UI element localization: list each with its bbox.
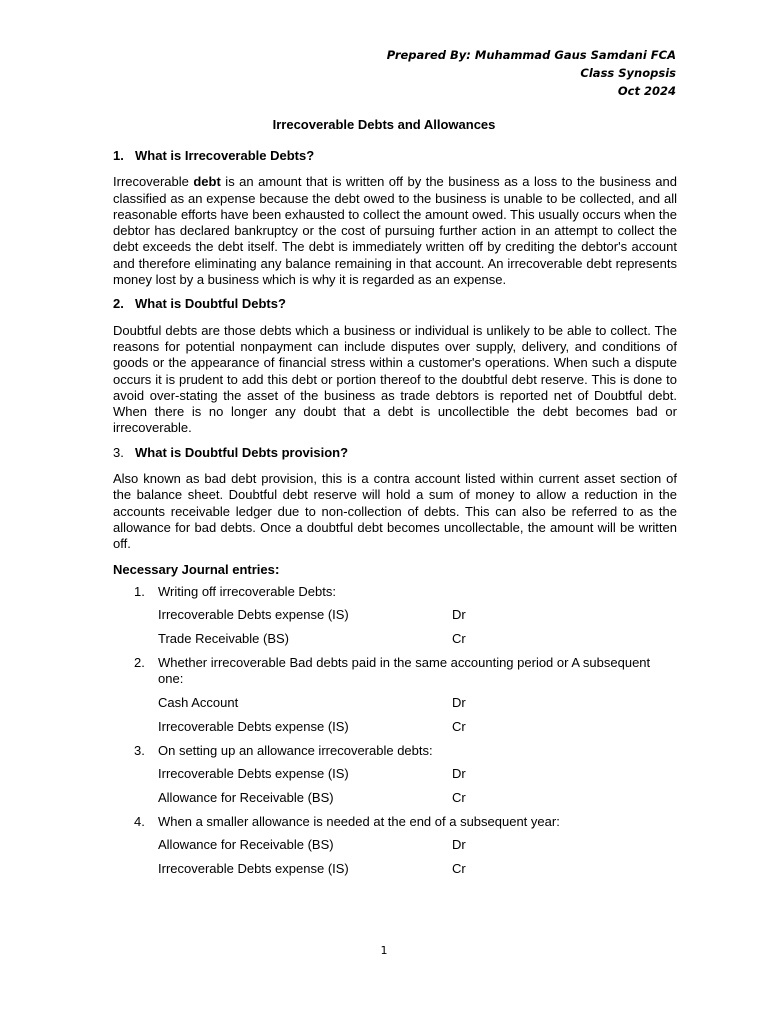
account-name: Irrecoverable Debts expense (IS) — [158, 607, 349, 623]
debit-credit: Cr — [452, 861, 466, 877]
journal-entry — [113, 655, 677, 688]
section-title: What is Irrecoverable Debts? — [135, 148, 315, 163]
journal-heading-colon: : — [274, 560, 280, 577]
debit-credit: Cr — [452, 790, 466, 806]
document-date: Oct 2024 — [617, 84, 676, 98]
journal-line — [113, 861, 677, 877]
section-title: What is Doubtful Debts? — [135, 296, 286, 312]
entry-description: On setting up an allowance irrecoverable debts: — [158, 742, 433, 758]
journal-line — [113, 837, 677, 853]
debit-credit: Dr — [452, 694, 466, 710]
account-name: Irrecoverable Debts expense (IS) — [158, 861, 349, 877]
prepared-by: Prepared By: Muhammad Gaus Samdani FCA — [386, 48, 676, 62]
entry-number: 3. — [134, 742, 145, 758]
journal-heading — [113, 561, 677, 578]
section-paragraph: Doubtful debts are those debts which a business or individual is unlikely to be able to collect. The reasons for potential nonpayment can include disputes over supply, delivery, and conditions of goods or the appearance of financial stress within a customer's operations. When such a dispute occurs it is prudent to add this debt or portion thereof to the doubtful debt reserve. This is done to avoid over-stating the asset of the business as trade debtors is reported net of Doubtful debt. When there is no longer any doubt that a debt is uncollectible the debt becomes bad or irrecoverable. — [113, 322, 677, 436]
journal-line — [113, 766, 677, 782]
section-number: 1. — [113, 148, 124, 163]
journal-line — [113, 695, 677, 711]
document-body — [113, 148, 677, 885]
account-name: Allowance for Receivable (BS) — [158, 790, 334, 806]
debit-credit: Dr — [452, 607, 466, 623]
account-name: Allowance for Receivable (BS) — [158, 837, 334, 853]
section-number: 2. — [113, 296, 124, 312]
section-title: What is Doubtful Debts provision? — [135, 444, 349, 460]
section-heading — [113, 148, 677, 164]
page-number: 1 — [380, 944, 388, 957]
journal-entry — [113, 814, 677, 830]
debit-credit: Cr — [452, 631, 466, 647]
entry-number: 4. — [134, 814, 145, 830]
account-name: Trade Receivable (BS) — [158, 631, 290, 647]
document-type: Class Synopsis — [580, 66, 676, 80]
journal-line — [113, 790, 677, 806]
journal-heading-text: Necessary Journal entries — [113, 561, 275, 577]
section-heading — [113, 296, 677, 312]
paragraph-text: is an amount that is written off by the business as a loss to the business and classified as an expense because the debt owed to the business is unable to be collected, and all reasonable efforts have been exhausted to collect the amount owed. This usually occurs when the debtor has declared bankruptcy or the cost of pursuing further action in an attempt to collect the debt exceeds the debt itself. The debt is immediately written off by crediting the debtor's account and therefore eliminating any balance remaining in that account. An irrecoverable debt represents money lost by a business which is why it is regarded as an expense. — [113, 174, 677, 288]
entry-description: Whether irrecoverable Bad debts paid in the same accounting period or A subsequent one: — [158, 655, 651, 687]
debit-credit: Dr — [452, 837, 466, 853]
journal-entry — [113, 743, 677, 759]
section-number: 3. — [113, 444, 124, 460]
account-name: Irrecoverable Debts expense (IS) — [158, 718, 349, 734]
entry-number: 1. — [134, 583, 145, 599]
section-paragraph — [113, 174, 677, 288]
journal-line — [113, 631, 677, 647]
journal-line — [113, 719, 677, 735]
journal-line — [113, 607, 677, 623]
document-title: Irrecoverable Debts and Allowances — [272, 117, 496, 132]
entry-description: When a smaller allowance is needed at the end of a subsequent year: — [158, 814, 560, 830]
section-heading — [113, 445, 677, 461]
paragraph-bold-term: debt — [193, 174, 221, 190]
account-name: Cash Account — [158, 694, 239, 710]
debit-credit: Cr — [452, 718, 466, 734]
section-paragraph: Also known as bad debt provision, this is a contra account listed within current asset section of the balance sheet. Doubtful debt reserve will hold a sum of money to allow a reduction in the accounts receivable ledger due to non-collection of debts. This can also be referred to as the allowance for bad debts. Once a doubtful debt becomes uncollectable, the amount will be written off. — [113, 471, 677, 552]
account-name: Irrecoverable Debts expense (IS) — [158, 766, 349, 782]
entry-description: Writing off irrecoverable Debts: — [158, 583, 336, 599]
journal-entry — [113, 584, 677, 600]
entry-number: 2. — [134, 655, 145, 671]
debit-credit: Dr — [452, 766, 466, 782]
document-header — [387, 46, 676, 100]
paragraph-text: Irrecoverable — [113, 174, 194, 190]
